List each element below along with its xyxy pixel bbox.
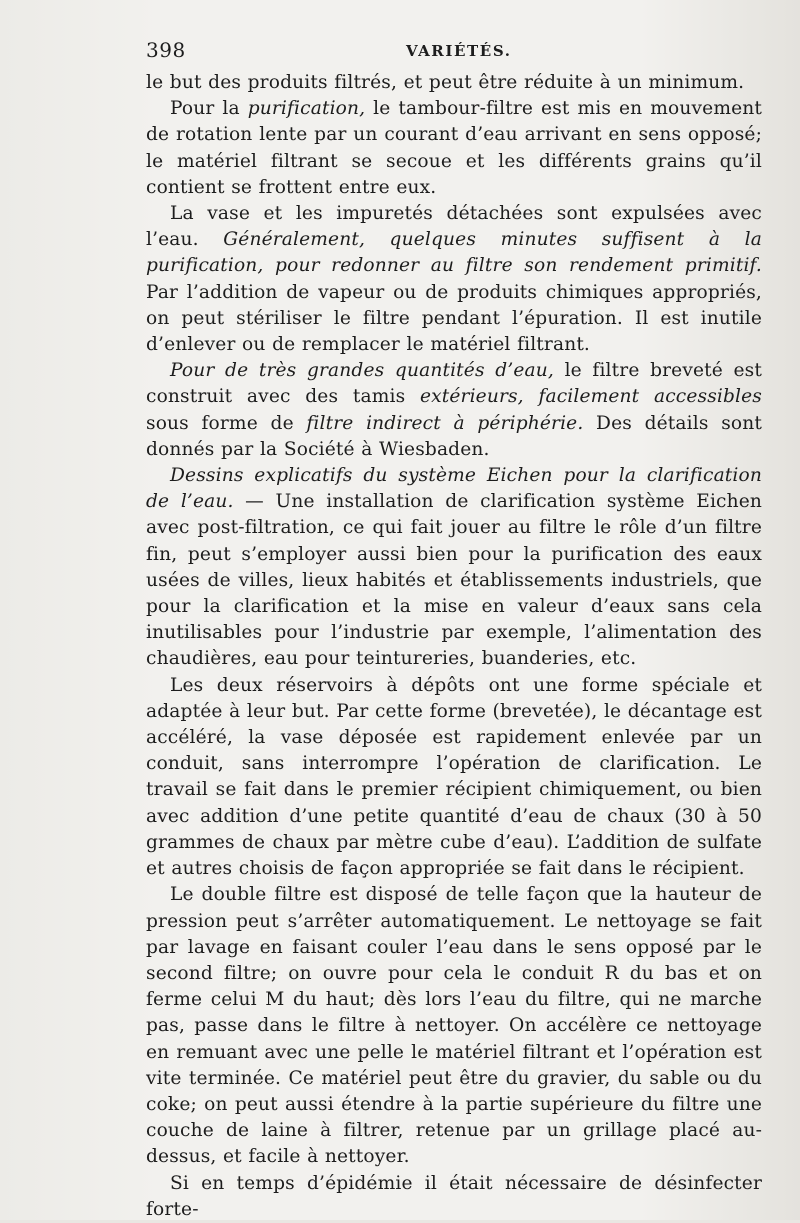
text-segment: le tambour-filtre est mis en mouvement de rotation lente par un courant d’eau arrivant en sens opposé; le matériel filtrant se secoue et les différents grains qu’il contient se frottent entre eux. bbox=[146, 98, 763, 198]
text-segment: Les deux réservoirs à dépôts ont une forme spéciale et adaptée à leur but. Par cette forme (brevetée), le décantage est accéléré, la vase déposée est rapidement enlevée par un conduit, sans interrompre l’opération de clarification. Le travail se fait dans le premier récipient chimiquement, ou bien avec addition d’une petite quantité d’eau de chaux (30 à 50 grammes de chaux par mètre cube d’eau). L’addition de sulfate et autres choisis de façon appropriée se fait dans le récipient. bbox=[146, 674, 762, 880]
text-segment: Par l’addition de vapeur ou de produits chimiques appropriés, on peut stériliser le filtre pendant l’épuration. Il est inutile d’enlever ou de remplacer le matériel filtrant. bbox=[146, 281, 762, 356]
text-segment: Des détails sont donnés par la Société à Wiesbaden. bbox=[146, 412, 762, 460]
text-segment: La vase et les impuretés détachées sont expulsées avec l’eau. bbox=[146, 203, 762, 251]
italic-segment: purification, bbox=[247, 98, 366, 120]
paragraph-7 bbox=[146, 882, 762, 1170]
text-segment: le filtre breveté est construit avec des tamis bbox=[146, 360, 762, 408]
text-segment: Pour la bbox=[170, 98, 248, 120]
paragraph-2 bbox=[146, 96, 762, 201]
text-segment: Si en temps d’épidémie il était nécessaire de désinfecter forte- bbox=[146, 1172, 762, 1220]
italic-segment: Pour de très grandes quantités d’eau, bbox=[170, 360, 554, 382]
page-number: 398 bbox=[146, 38, 186, 62]
running-head: VARIÉTÉS. bbox=[406, 42, 512, 60]
italic-segment: Généralement, quelques minutes suffisent à la purification, pour redonner au filtre son rendement primitif. bbox=[146, 229, 762, 277]
paragraph-8 bbox=[146, 1171, 762, 1223]
text-segment: — Une installation de clarification système Eichen avec post-filtration, ce qui fait jouer au filtre le rôle d’un filtre fin, peut s’employer aussi bien pour la purification des eaux usées de villes, lieux habités et établissements industriels, que pour la clarification et la mise en valeur d’eaux sans cela inutilisables pour l’industrie par exemple, l’alimentation des chaudières, eau pour teintureries, buanderies, etc. bbox=[146, 491, 763, 670]
paragraph-6 bbox=[146, 673, 762, 883]
italic-segment: filtre indirect à périphérie. bbox=[306, 412, 584, 434]
body-text bbox=[146, 70, 762, 1223]
text-segment: le but des produits filtrés, et peut être réduite à un minimum. bbox=[146, 72, 745, 93]
text-segment: Le double filtre est disposé de telle façon que la hauteur de pression peut s’arrêter automatiquement. Le nettoyage se fait par lavage en faisant couler l’eau dans le sens opposé par le second filtre; on ouvre pour cela le conduit R du bas et on ferme celui M du haut; dès lors l’eau du filtre, qui ne marche pas, passe dans le filtre à nettoyer. On accélère ce nettoyage en remuant avec une pelle le matériel filtrant et l’opération est vite terminée. Ce matériel peut être du gravier, du sable ou du coke; on peut aussi étendre à la partie supérieure du filtre une couche de laine à filtrer, retenue par un grillage placé au-dessus, et facile à nettoyer. bbox=[146, 884, 762, 1168]
paragraph-1 bbox=[146, 70, 762, 96]
paragraph-5 bbox=[146, 463, 762, 673]
text-segment: sous forme de bbox=[146, 412, 307, 434]
paragraph-3 bbox=[146, 201, 762, 358]
page-header bbox=[146, 38, 756, 68]
paragraph-4 bbox=[146, 358, 762, 463]
italic-segment: Dessins explicatifs du système Eichen pour la clarification de l’eau. bbox=[146, 465, 762, 513]
italic-segment: extérieurs, facilement accessibles bbox=[419, 386, 762, 408]
